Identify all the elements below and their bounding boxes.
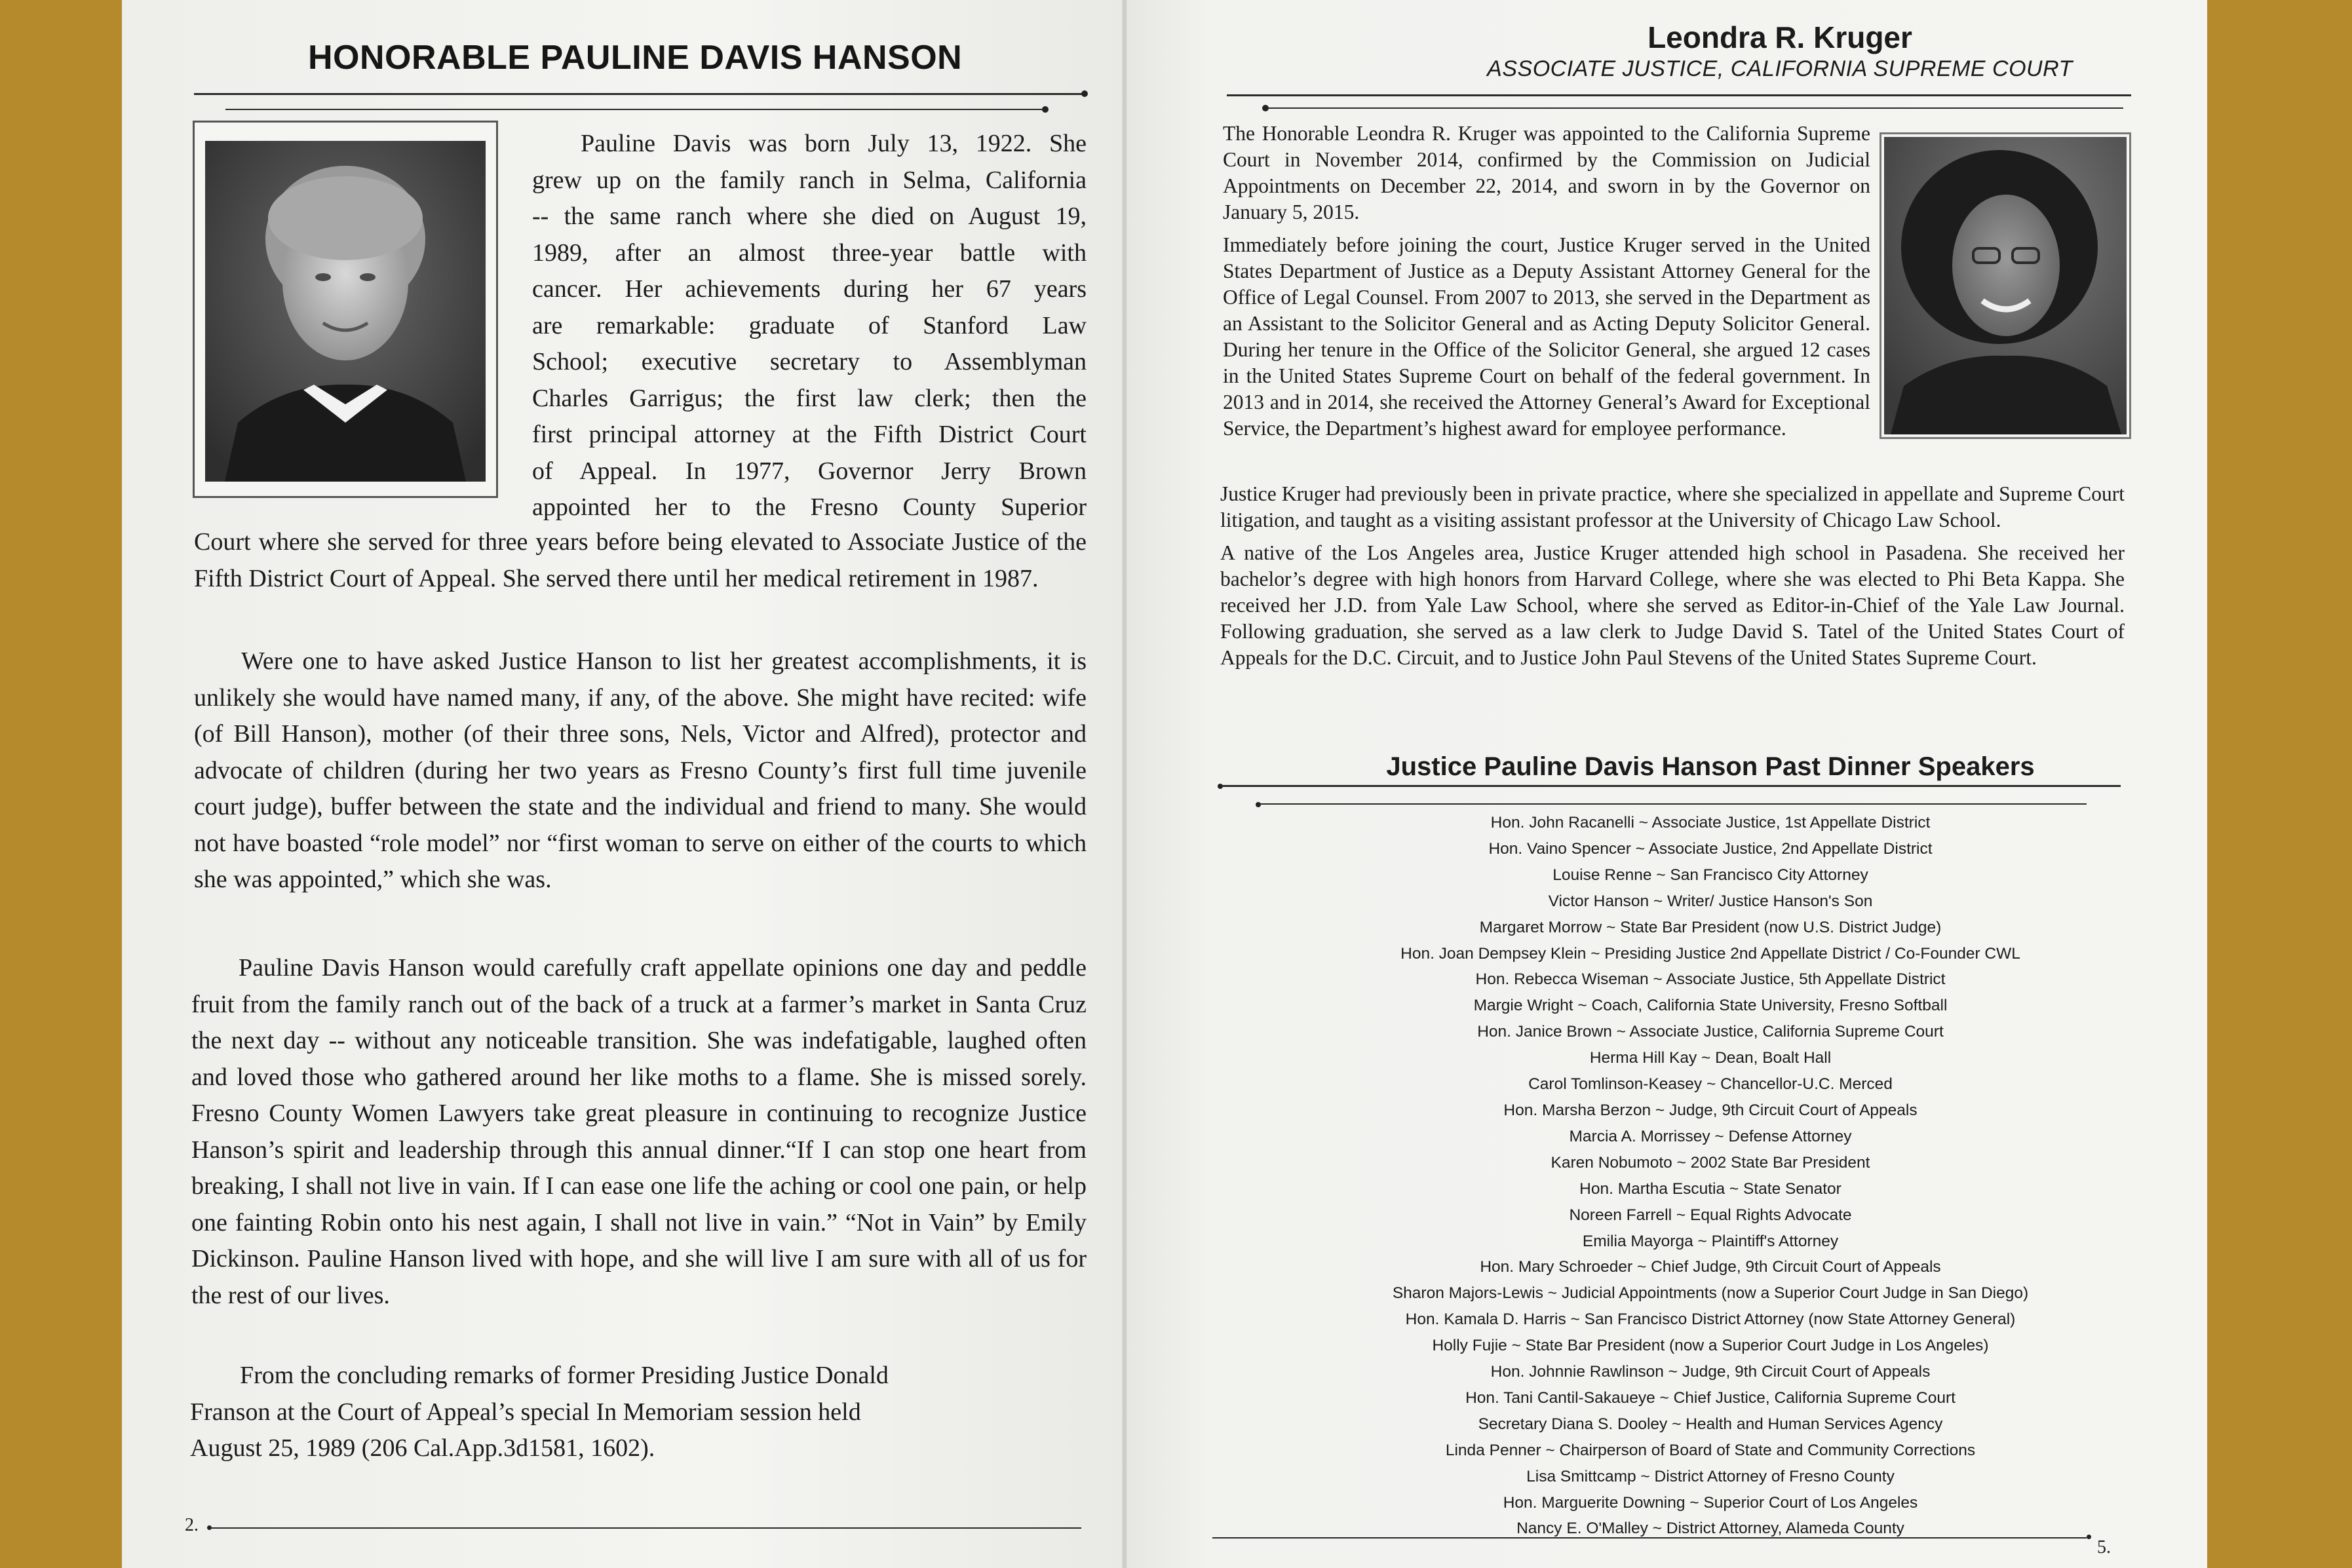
footer-rule-left — [211, 1527, 1081, 1529]
speaker-item: Marcia A. Morrissey ~ Defense Attorney — [1569, 1127, 1852, 1145]
kruger-wrapped-paras — [1223, 121, 1870, 448]
speaker-item: Margaret Morrow ~ State Bar President (now U.S. District Judge) — [1479, 918, 1942, 936]
speaker-item: Herma Hill Kay ~ Dean, Boalt Hall — [1589, 1049, 1832, 1067]
speaker-item: Hon. Mary Schroeder ~ Chief Judge, 9th Circuit Court of Appeals — [1480, 1258, 1941, 1276]
speaker-item: Hon. Rebecca Wiseman ~ Associate Justice, 5th Appellate District — [1475, 970, 1946, 989]
speaker-item: Victor Hanson ~ Writer/ Justice Hanson's Son — [1548, 892, 1873, 910]
footer-rule-right — [1212, 1537, 2087, 1539]
closing-line-3: August 25, 1989 (206 Cal.App.3d1581, 1602). — [190, 1434, 655, 1462]
speakers-rule-top — [1222, 785, 2121, 787]
kruger-portrait-image — [1884, 137, 2127, 434]
hanson-para-1-wrapped — [532, 126, 1087, 526]
hanson-line: Charles Garrigus; the first law clerk; then the — [532, 384, 1087, 412]
title-rule-top — [194, 93, 1087, 95]
kruger-rule-bottom — [1267, 107, 2123, 109]
hanson-closing — [190, 1358, 1042, 1467]
page-number-left: 2. — [185, 1515, 199, 1535]
speaker-item: Secretary Diana S. Dooley ~ Health and Human Services Agency — [1478, 1415, 1943, 1433]
rule-dot — [1042, 106, 1049, 113]
speaker-item: Hon. Janice Brown ~ Associate Justice, California Supreme Court — [1477, 1023, 1944, 1041]
speaker-item: Hon. Kamala D. Harris ~ San Francisco District Attorney (now State Attorney General) — [1405, 1310, 2016, 1329]
speaker-item: Hon. Vaino Spencer ~ Associate Justice, 2nd Appellate District — [1488, 839, 1933, 858]
kruger-photo — [1884, 137, 2127, 434]
kruger-para-2: Immediately before joining the court, Justice Kruger served in the United States Department of Justice as a Deputy Assistant Attorney General for the Office of Legal Counsel. From 2007 to 2013, she served in the Department as an Assistant to the Solicitor General and as Acting Deputy Solicitor General. During her tenure in the Office of the Solicitor General, she argued 12 cases in the United States Supreme Court on behalf of the federal government. In 2013 and in 2014, she received the Attorney General’s Award for Exceptional Service, the Department’s highest award for employee performance. — [1223, 233, 1870, 440]
speaker-item: Karen Nobumoto ~ 2002 State Bar President — [1551, 1153, 1870, 1172]
speaker-item: Hon. Marguerite Downing ~ Superior Court of Los Angeles — [1503, 1493, 1918, 1512]
speaker-item: Holly Fujie ~ State Bar President (now a Superior Court Judge in Los Angeles) — [1432, 1337, 1989, 1355]
hanson-para-3: Pauline Davis Hanson would carefully craft appellate opinions one day and peddle fruit from the family ranch out of the back of a truck at a farmer’s market in Santa Cruz the next day -- without any noticeable transition. She was indefatigable, laughed often and loved those who gathered around her like moths to a flame. She is missed sorely. Fresno County Women Lawyers take great pleasure in continuing to recognize Justice Hanson’s spirit and leadership through this annual dinner.“If I can stop one heart from breaking, I shall not live in vain. If I can ease one life the aching or cool one pain, or help one fainting Robin onto his nest again, I shall not live in vain.” “Not in Vain” by Emily Dickinson. Pauline Hanson lived with hope, and she will live I am sure with all of us for the rest of our lives. — [191, 954, 1087, 1309]
speaker-item: Lisa Smittcamp ~ District Attorney of Fresno County — [1526, 1467, 1895, 1485]
kruger-photo-frame — [1880, 132, 2131, 439]
kruger-para-4: A native of the Los Angeles area, Justice Kruger attended high school in Pasadena. She received her bachelor’s degree with high honors from Harvard College, where she was elected to Phi Beta Kappa. She received her J.D. from Yale Law School, where she served as Editor-in-Chief of the Yale Law Journal. Following graduation, she served as a law clerk to Judge David S. Tatel of the United States Court of Appeals for the D.C. Circuit, and to Justice John Paul Stevens of the United States Supreme Court. — [1220, 541, 2125, 669]
speaker-item: Hon. Marsha Berzon ~ Judge, 9th Circuit Court of Appeals — [1503, 1101, 1918, 1119]
kruger-name: Leondra R. Kruger — [1648, 20, 1912, 54]
speaker-item: Margie Wright ~ Coach, California State University, Fresno Softball — [1473, 997, 1948, 1015]
hanson-para-2: Were one to have asked Justice Hanson to list her greatest accomplishments, it is unlikely she would have named many, if any, of the above. She might have recited: wife (of Bill Hanson), mother (of their three sons, Nels, Victor and Alfred), protector and advocate of children (during her two years as Fresno County’s first full time juvenile court judge), buffer between the state and the individual and friend to many. She would not have boasted “role model” nor “first woman to serve on either of the courts to which she was appointed,” which she was. — [194, 647, 1087, 893]
hanson-photo-frame — [193, 121, 498, 498]
hanson-line: -- the same ranch where she died on August 19, — [532, 202, 1087, 230]
kruger-rule-top — [1227, 94, 2131, 96]
kruger-para-1: The Honorable Leondra R. Kruger was appointed to the California Supreme Court in November 2014, confirmed by the Commission on Judicial Appointments on December 22, 2014, and sworn in by the Governor on January 5, 2015. — [1223, 122, 1870, 223]
rule-dot — [2087, 1535, 2091, 1539]
speakers-rule-bottom — [1260, 803, 2087, 805]
kruger-full-paras — [1220, 481, 2125, 678]
speaker-item: Hon. Joan Dempsey Klein ~ Presiding Justice 2nd Appellate District / Co-Founder CWL — [1400, 944, 2020, 963]
hanson-line: 1989, after an almost three-year battle with — [532, 239, 1087, 267]
kruger-title: ASSOCIATE JUSTICE, CALIFORNIA SUPREME COURT — [1487, 56, 2073, 81]
hanson-photo — [205, 141, 486, 482]
hanson-line: appointed her to the Fresno County Superior — [532, 493, 1087, 521]
hanson-portrait-image — [205, 141, 486, 482]
speaker-item: Emilia Mayorga ~ Plaintiff's Attorney — [1582, 1232, 1839, 1250]
speaker-item: Carol Tomlinson-Keasey ~ Chancellor-U.C. Merced — [1528, 1075, 1893, 1094]
hanson-line: are remarkable: graduate of Stanford Law — [532, 311, 1087, 339]
hanson-line: School; executive secretary to Assemblyman — [532, 348, 1087, 375]
speaker-item: Hon. Tani Cantil-Sakaueye ~ Chief Justice, California Supreme Court — [1465, 1388, 1956, 1407]
kruger-para-3: Justice Kruger had previously been in private practice, where she specialized in appellate and Supreme Court litigation, and taught as a visiting assistant professor at the University of Chicago Law School. — [1220, 482, 2125, 531]
hanson-line: of Appeal. In 1977, Governor Jerry Brown — [532, 457, 1087, 485]
speaker-item: Louise Renne ~ San Francisco City Attorney — [1552, 866, 1868, 884]
speakers-list — [1245, 810, 2176, 1542]
speaker-item: Linda Penner ~ Chairperson of Board of State and Community Corrections — [1445, 1441, 1976, 1459]
closing-line-1: From the concluding remarks of former Presiding Justice Donald — [240, 1362, 889, 1389]
title-rule-bottom — [225, 109, 1045, 110]
page-number-right: 5. — [2097, 1537, 2111, 1558]
speaker-item: Hon. Johnnie Rawlinson ~ Judge, 9th Circuit Court of Appeals — [1490, 1363, 1931, 1381]
hanson-line: first principal attorney at the Fifth District Court — [532, 421, 1087, 448]
booklet-spine — [1122, 0, 1127, 1568]
closing-line-2: Franson at the Court of Appeal’s special In Memoriam session held — [190, 1398, 861, 1426]
speaker-item: Noreen Farrell ~ Equal Rights Advocate — [1569, 1206, 1852, 1224]
hanson-line: Pauline Davis was born July 13, 1922. She — [581, 130, 1087, 157]
speaker-item: Sharon Majors-Lewis ~ Judicial Appointments (now a Superior Court Judge in San Diego) — [1392, 1284, 2029, 1303]
rule-dot — [1081, 90, 1088, 97]
page-title-hanson: HONORABLE PAULINE DAVIS HANSON — [308, 39, 963, 77]
hanson-line: grew up on the family ranch in Selma, California — [532, 166, 1087, 194]
hanson-para-1-rest: Court where she served for three years before being elevated to Associate Justice of the Fifth District Court of Appeal. She served there until her medical retirement in 1987. — [194, 528, 1087, 592]
speaker-item: Hon. John Racanelli ~ Associate Justice, 1st Appellate District — [1490, 814, 1931, 832]
speaker-item: Nancy E. O'Malley ~ District Attorney, Alameda County — [1516, 1520, 1904, 1538]
hanson-line: cancer. Her achievements during her 67 years — [532, 275, 1087, 303]
speaker-item: Hon. Martha Escutia ~ State Senator — [1579, 1179, 1841, 1198]
speakers-title: Justice Pauline Davis Hanson Past Dinner Speakers — [1386, 752, 2035, 781]
